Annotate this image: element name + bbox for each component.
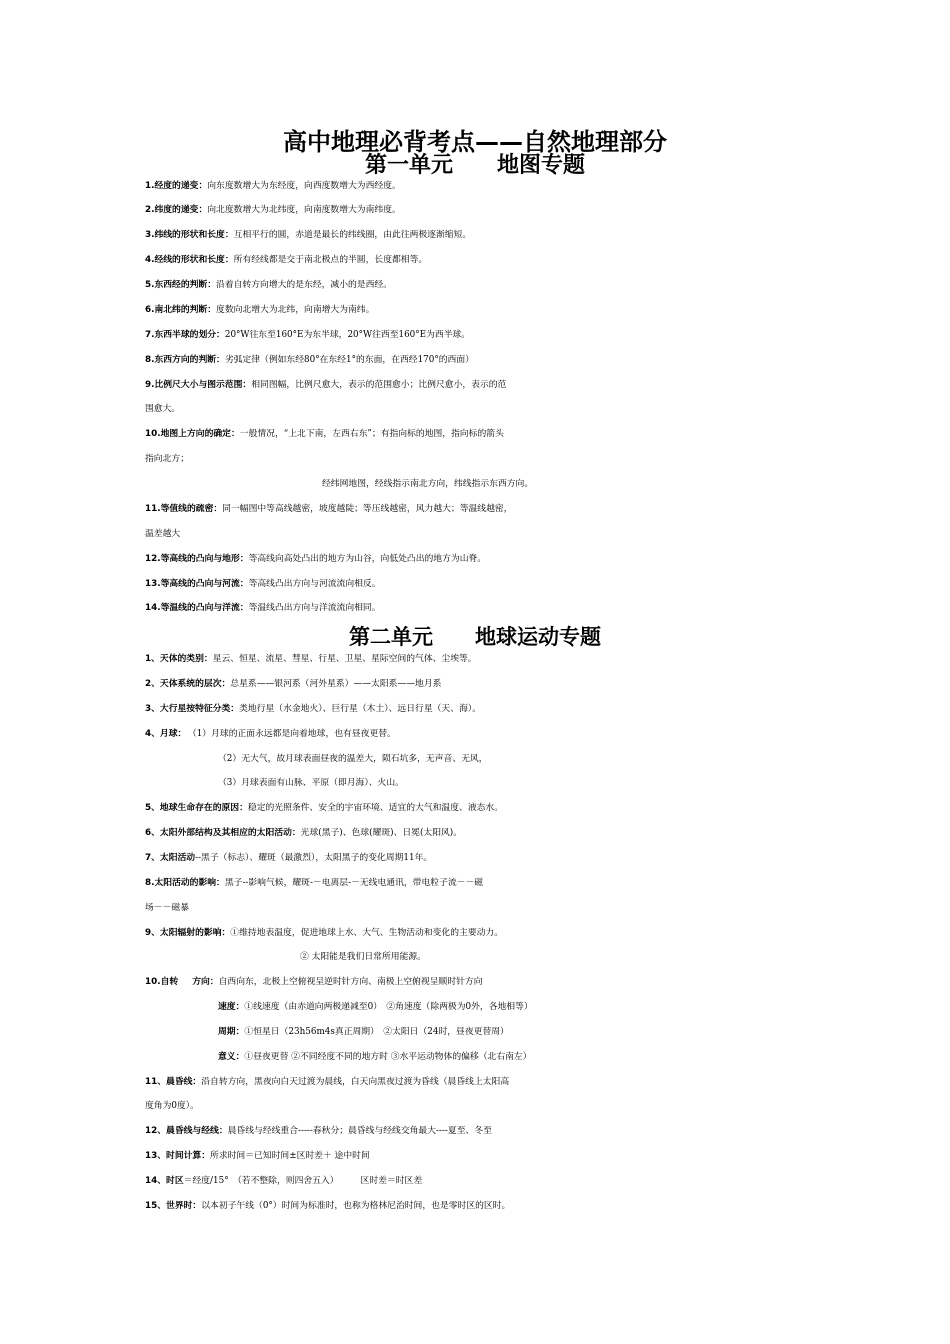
item-text: （1）月球的正面永远都是向着地球，也有昼夜更替。 [192,729,396,739]
item-label: 4.经线的形状和长度： [145,255,234,265]
item-label: 4、月球： [145,729,187,739]
item-label: 12、晨昏线与经线： [145,1126,228,1136]
item-text: ＝经度/15° （若不整除，则四舍五入） 区时差＝时区差 [183,1176,423,1186]
item-label: 13.等高线的凸向与河流： [145,579,249,589]
unit1-item-7 [145,327,813,343]
unit1-item-10 [145,426,813,442]
item-text: 互相平行的圆，赤道是最长的纬线圈，由此往两极逐渐缩短。 [233,230,472,240]
item-label: 9、太阳辐射的影响： [145,928,231,938]
speed-text: ①线速度（由赤道向两极递减至0） ②角速度（除两极为0外，各地相等） [244,1002,533,1012]
unit1-item-14 [145,600,813,616]
document-title: 高中地理必背考点——自然地理部分 [283,128,667,156]
unit2-item-4-sub2: （2）无大气，故月球表面昼夜的温差大，陨石坑多，无声音、无风， [218,754,488,764]
unit1-heading: 第一单元 地图专题 [364,153,585,178]
unit1-item-11-cont: 温差越大 [145,529,181,539]
item-label: 13、时间计算： [145,1151,211,1161]
item-label: 8.太阳活动的影响： [145,878,225,888]
item-label: 11、晨昏线： [145,1077,202,1087]
item-text: 光球(黑子)、色球(耀斑)、日冕(太阳风)。 [300,828,463,838]
item-label: 3.纬线的形状和长度： [145,230,234,240]
item-text: 以本初子午线（0°）时间为标准时，也称为格林尼治时间，也是零时区的区时。 [201,1201,511,1211]
item-text: 黑子--影响气候，耀斑-－电离层-－无线电通讯，带电粒子流－－磁 [224,878,484,888]
item-text: 劣弧定律（例如东经80°在东经1°的东面，在西经170°的西面） [224,355,474,365]
item-label: 15、世界时： [145,1201,202,1211]
item-text: 同一幅图中等高线越密，坡度越陡；等压线越密，风力越大；等温线越密， [222,504,513,514]
item-label: 7、太阳活动 [145,853,196,863]
item-label: 5.东西经的判断： [145,280,217,290]
item-text: 等温线凸出方向与洋流流向相同。 [248,603,381,613]
unit2-item-6 [145,825,813,841]
unit1-item-2 [145,202,813,218]
direction-label: 方向： [192,977,219,987]
item-label: 14.等温线的凸向与洋流： [145,603,249,613]
item-text: 向东度数增大为东经度，向西度数增大为西经度。 [207,181,401,191]
item-text: 度数向北增大为北纬，向南增大为南纬。 [216,305,375,315]
unit2-item-9-cont: ② 太阳能是我们日常所用能源。 [300,952,426,962]
item-label: 6、太阳外部结构及其相应的太阳活动： [145,828,301,838]
item-text: 向北度数增大为北纬度，向南度数增大为南纬度。 [207,205,401,215]
item-label: 14、时区 [145,1176,184,1186]
unit2-heading: 第二单元 地球运动专题 [349,625,601,649]
unit1-item-9 [145,377,813,393]
item-text: --黑子（标志）、耀斑（最激烈），太阳黑子的变化周期11年。 [195,853,433,863]
unit2-item-3 [145,701,813,717]
item-text: 20°W往东至160°E为东半球，20°W往西至160°E为西半球。 [224,330,471,340]
item-text: ①维持地表温度，促进地球上水、大气、生物活动和变化的主要动力。 [230,928,504,938]
item-text: 等高线向高处凸出的地方为山谷，向低处凸出的地方为山脊。 [248,554,487,564]
unit2-item-13 [145,1148,813,1164]
unit2-item-10-period [218,1024,886,1040]
unit2-item-9 [145,925,813,941]
unit2-item-1 [145,651,813,667]
item-text: 沿着自转方向增大的是东经，减小的是西经。 [216,280,392,290]
item-label: 1.经度的递变： [145,181,208,191]
item-label: 8.东西方向的判断： [145,355,225,365]
unit1-item-12 [145,551,813,567]
unit1-item-1 [145,178,813,194]
unit1-item-8 [145,352,813,368]
item-text: 总星系——银河系（河外星系）——太阳系——地月系 [230,679,442,689]
unit1-item-11 [145,501,813,517]
item-label: 6.南北纬的判断： [145,305,217,315]
item-text: 稳定的光照条件、安全的宇宙环境、适宜的大气和温度、液态水。 [247,803,504,813]
period-label: 周期： [218,1027,245,1037]
unit2-item-12 [145,1123,813,1139]
item-label: 10.自转 [145,977,179,987]
item-text: 等高线凸出方向与河流流向相反。 [248,579,381,589]
unit2-item-11 [145,1074,813,1090]
item-label: 10.地图上方向的确定： [145,429,240,439]
item-label: 9.比例尺大小与图示范围： [145,380,252,390]
unit2-item-8 [145,875,813,891]
period-text: ①恒星日（23h56m4s真正周期） ②太阳日（24时，昼夜更替周） [244,1027,509,1037]
unit2-item-15 [145,1198,813,1214]
unit1-item-4 [145,252,813,268]
item-text: 沿自转方向，黑夜向白天过渡为晨线，白天向黑夜过渡为昏线（晨昏线上太阳高 [201,1077,510,1087]
item-text: 一般情况，“上北下南，左西右东”；有指向标的地图，指向标的箭头 [239,429,504,439]
speed-label: 速度： [218,1002,245,1012]
item-label: 2.纬度的递变： [145,205,208,215]
item-label: 7.东西半球的划分： [145,330,225,340]
item-label: 12.等高线的凸向与地形： [145,554,249,564]
direction-text: 自西向东，北极上空俯视呈逆时针方向、南极上空俯视呈顺时针方向 [218,977,483,987]
unit1-item-10-cont: 指向北方； [145,454,189,464]
item-label: 11.等值线的疏密： [145,504,223,514]
item-text: 星云、恒星、流星、彗星、行星、卫星、星际空间的气体、尘埃等。 [212,654,477,664]
unit1-item-3 [145,227,813,243]
unit2-item-7 [145,850,813,866]
unit2-item-10 [145,974,813,990]
unit2-item-4-sub3: （3）月球表面有山脉、平原（即月海）、火山。 [218,778,404,788]
unit1-item-13 [145,576,813,592]
item-label: 5、地球生命存在的原因： [145,803,248,813]
unit2-item-10-speed [218,999,886,1015]
unit2-item-5 [145,800,813,816]
meaning-text: ①昼夜更替 ②不同经度不同的地方时 ③水平运动物体的偏移（北右南左） [244,1052,532,1062]
unit2-item-8-cont: 场－－磁暴 [145,903,189,913]
item-label: 2、天体系统的层次： [145,679,231,689]
item-text: 所求时间＝已知时间±区时差＋ 途中时间 [210,1151,370,1161]
item-label: 3、大行星按特征分类： [145,704,240,714]
item-text: 所有经线都是交于南北极点的半圆，长度都相等。 [233,255,428,265]
unit1-item-9-cont: 围愈大。 [145,404,181,414]
unit1-item-6 [145,302,813,318]
unit2-item-14 [145,1173,813,1189]
unit2-item-11-cont: 度角为0度）。 [145,1101,199,1111]
unit1-item-10-cont2: 经纬网地图，经线指示南北方向，纬线指示东西方向。 [322,479,534,489]
item-text: 晨昏线与经线重合-----春秋分；晨昏线与经线交角最大----夏至、冬至 [227,1126,492,1136]
item-label: 1、天体的类别： [145,654,213,664]
meaning-label: 意义： [218,1052,245,1062]
unit1-item-5 [145,277,813,293]
item-text: 相同图幅，比例尺愈大，表示的范围愈小；比例尺愈小，表示的范 [251,380,507,390]
item-text: 类地行星（水金地火）、巨行星（木土）、远日行星（天、海）。 [239,704,482,714]
unit2-item-4 [145,726,813,742]
unit2-item-2 [145,676,813,692]
unit2-item-10-meaning [218,1049,886,1065]
